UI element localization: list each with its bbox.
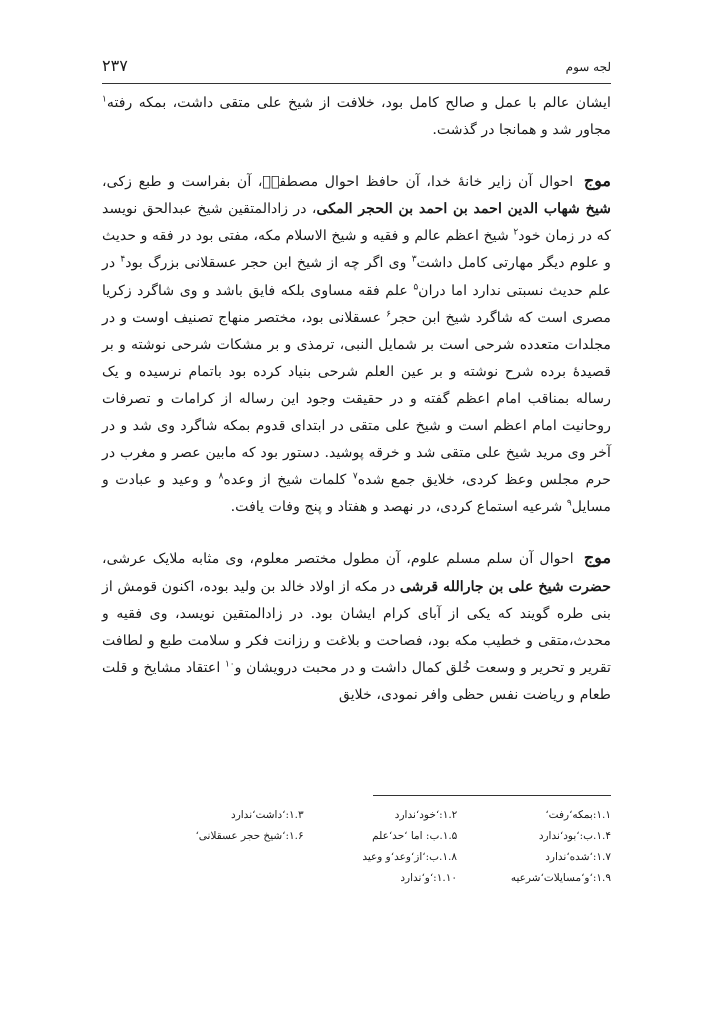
paragraph-3: موج احوال آن سلم مسلم علوم، آن مطول مختصر معلوم، وی مثابه ملایک عرشی، حضرت شیخ علی بن جارالله قرشی در مکه از اولاد خالد بن ولید بوده، اکنون قومش از بنی طره گویند که یکی از آبای کرام ایشان بود. در زادالمتقین نویسد، وی فقیه و محدث،متقی و خطیب مکه بود، فصاحت و بلاغت و رزانت فکر و سلامت طبع و لطافت تقریر و تحریر و وسعت خُلق کمال داشت و در محبت درویشان و$^{۱۰}$ اعتقاد مشایخ و قلت طعام و ریاضت نفس حظی وافر نمودی، خلایق: [102, 548, 612, 703]
header-rule: [102, 83, 611, 84]
footnote-ref: ۴: [120, 254, 126, 265]
person-name: شیخ شهاب الدین احمد بن احمد بن الحجر المکی: [316, 201, 611, 218]
section-marker: موج: [583, 548, 612, 568]
footnote: ۱.۷:‘شده‘ندارد: [545, 851, 611, 863]
footnote-ref: ۲: [513, 227, 519, 238]
footnote-ref: ۳: [411, 254, 417, 265]
chapter-label: لجه سوم: [565, 60, 611, 74]
footnote-ref: ۶: [386, 308, 391, 319]
footnote-row: [150, 805, 611, 826]
footnote-ref: ۸: [218, 471, 224, 482]
footnote-rule: [373, 795, 611, 796]
paragraph-1: ایشان عالم با عمل و صالح کامل بود، خلافت از شیخ علی متقی داشت، بمکه رفته$^۱$ مجاور شد و همانجا در گذشت.: [102, 94, 611, 139]
footnote-ref: ۷: [352, 471, 358, 482]
footnote-row: [150, 847, 611, 868]
footnote-ref: ۵: [413, 281, 419, 292]
footnotes: [150, 805, 611, 889]
footnote-ref: ۱: [102, 94, 107, 105]
footnote: ۱.۱:بمکه‘رفت‘: [545, 809, 611, 821]
footnote: ۱.۵.ب: اما ‘حد‘علم: [372, 830, 458, 842]
body-text: [102, 90, 611, 709]
footnote: ۱.۸.ب:‘از‘وعد‘و وعید: [362, 851, 457, 863]
footnote-row: [150, 868, 611, 889]
paragraph-gap: [102, 144, 611, 167]
footnote: ۱.۹:‘و‘مسایلات‘شرعیه: [510, 872, 611, 884]
paragraph-2: موج احوال آن زایر خانهٔ خدا، آن حافظ احوال مصطفیؐ، آن بفراست و طبع زکی، شیخ شهاب الدین احمد بن احمد بن الحجر المکی، در زادالمتقین شیخ عبدالحق نویسد که در زمان خود$^۲$ شیخ اعظم عالم و فقیه و شیخ الاسلام مکه، مفتی بود در فقه و حدیث و علوم دیگر مهارتی کامل داشت$^۳$ وی اگر چه از شیخ ابن حجر عسقلانی بزرگ بود$^۴$ در علم حدیث نسبتی ندارد اما دران$^۵$ علم فقه مساوی بلکه فایق باشد و وی شاگرد زکریا مصری است که شاگرد شیخ ابن حجر$^۶$ عسقلانی بود، مختصر منهاج تصنیف اوست و در مجلدات متعدده شرحی است بر شمایل النبی، ترمذی و بر مشکات شرحی نوشته و بر قصیدهٔ برده شرح نوشته و بر عین العلم شرحی بنیاد کرده بود باتمام نرسیده و یک رساله بمناقب امام اعظم گفته و در حقیقت وجود این رساله از کرامات و تصرفات روحانیت امام اعظم است و شیخ علی متقی در ابتدای قدوم بمکه شاگرد وی شد و در آخر وی مرید شیخ علی متقی شد و خرقه پوشید. دستور بود که مابین عصر و مغرب در حرم مجلس وعظ کردی، خلایق جمع شده$^۷$ کلمات شیخ از وعده$^۸$ و وعید و عبادت و مسایل$^۹$ شرعیه استماع کردی، در نهصد و هفتاد و پنج وفات یافت.: [102, 171, 612, 516]
footnote: ۱.۶:‘شیخ حجر عسقلانی‘: [195, 830, 304, 842]
footnote: ۱.۲:‘خود‘ندارد: [394, 809, 458, 821]
page-number: ۲۳۷: [102, 56, 128, 75]
footnote: ۱.۴.ب:‘بود‘ندارد: [538, 830, 611, 842]
footnote: ۱.۱۰:‘و‘ندارد: [400, 872, 457, 884]
paragraph-gap: [102, 521, 611, 544]
section-marker: موج: [583, 171, 611, 191]
person-name: حضرت شیخ علی بن جارالله قرشی: [399, 578, 611, 595]
footnote-ref: ۱۰: [224, 659, 235, 670]
footnote-ref: ۹: [566, 498, 572, 509]
footnote: ۱.۳:‘داشت‘ندارد: [231, 809, 304, 821]
running-head: [102, 56, 611, 82]
footnote-row: [150, 826, 611, 847]
